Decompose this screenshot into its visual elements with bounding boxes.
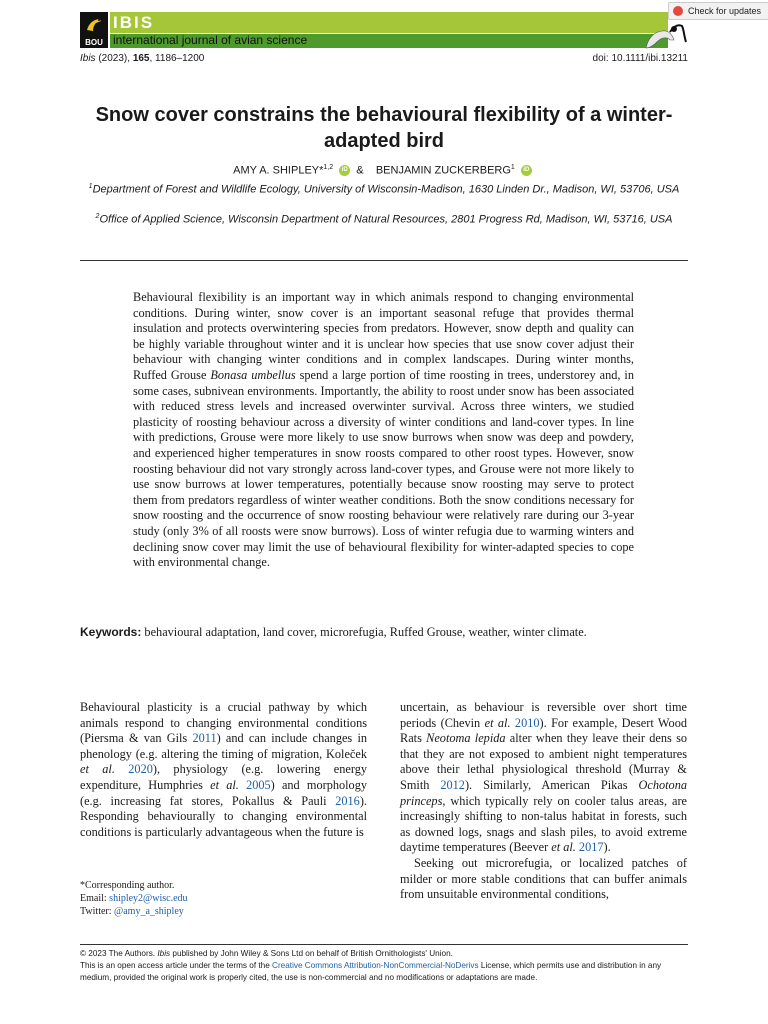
body-text <box>239 778 246 792</box>
check-for-updates-label: Check for updates <box>688 6 762 16</box>
body-text: , which typically rely on cooler talus areas, are increasingly shifting to non-talus habitat in forests, such as downed logs, snags and slash piles, to avoid extreme daytime temperatures (Beever <box>400 793 687 855</box>
journal-subtitle: international journal of avian science <box>113 33 308 47</box>
keywords-text: behavioural adaptation, land cover, microrefugia, Ruffed Grouse, weather, winter climate. <box>141 625 587 639</box>
journal-banner <box>80 12 668 48</box>
body-text: ). Similarly, American Pikas <box>464 777 639 792</box>
body-column-right <box>400 700 687 903</box>
affiliation-1-number: 1 <box>88 183 93 190</box>
body-text: et al. <box>484 715 511 730</box>
abstract <box>133 290 634 571</box>
body-column-left <box>80 700 367 840</box>
bird-logo-icon <box>84 15 104 35</box>
orcid-icon[interactable]: iD <box>339 165 350 176</box>
reference-link[interactable]: 2016 <box>335 793 360 808</box>
body-paragraph <box>80 700 367 840</box>
corresponding-author-label: *Corresponding author. <box>80 880 175 891</box>
keywords-label: Keywords: <box>80 625 142 639</box>
species-name: Neotoma lepida <box>426 731 506 746</box>
author-1: AMY A. SHIPLEY* <box>233 164 324 177</box>
journal-name-bar <box>110 12 668 33</box>
article-title: Snow cover constrains the behavioural flexibility of a winter-adapted bird <box>95 104 673 152</box>
citation-volume: 165 <box>132 53 150 64</box>
abstract-text: spend a large portion of time roosting in trees, understorey and, in some cases, subnivean environments. Importantly, the ability to roost under snow has been associated with reduced stress levels and increased overwinter survival. Across three winters, we studied plasticity of roosting behaviour across a diversity of winter conditions and land-cover types. In line with predictions, Grouse were more likely to use snow burrows when snow was deep and powdery, and experienced higher temperatures in snow roosts compared to other roost types. However, snow roosting behaviour did not vary strongly across land-cover types, and Grouse were not more likely to use snow burrows at lower temperatures, potentially because snow roosting may serve to protect them from predators regardless of winter weather conditions. Both the snow conditions necessary for snow roosting and the occurrence of snow roosting behaviour were relatively rare during our 3-year study (only 3% of all roosts were snow burrows). Loss of winter refugia due to warming winters and declining snow cover may limit the use of behavioural flexibility for winter-adapted species to cope with environmental change. <box>133 367 634 570</box>
update-icon <box>673 6 683 16</box>
reference-link[interactable]: 2012 <box>440 777 465 792</box>
email-line <box>80 892 370 905</box>
citation <box>80 53 204 64</box>
journal-subtitle-bar <box>110 34 668 48</box>
body-text <box>115 762 128 776</box>
journal-name: IBIS <box>113 13 155 32</box>
author-1-affiliation: 1,2 <box>323 164 334 171</box>
keywords <box>80 624 634 640</box>
author-2: BENJAMIN ZUCKERBERG <box>375 164 511 177</box>
copyright-line <box>80 948 688 960</box>
affiliation-2-number: 2 <box>95 213 100 220</box>
license-text: © 2023 The Authors. <box>80 949 158 958</box>
affiliation-2-text: Office of Applied Science, Wisconsin Department of Natural Resources, 2801 Progress Rd, Madison, WI, 53716, USA <box>99 213 673 226</box>
reference-link[interactable]: 2017 <box>578 840 604 855</box>
cc-license-link[interactable]: Creative Commons Attribution-NonCommercial-NoDerivs <box>272 961 479 970</box>
doi-link[interactable]: doi: 10.1111/ibi.13211 <box>592 53 688 64</box>
reference-link[interactable]: 2020 <box>128 762 153 777</box>
ibis-bird-icon <box>640 18 688 54</box>
email-label: Email: <box>80 893 110 904</box>
corresponding-author-footnote <box>80 879 370 918</box>
body-text: alter when they leave their dens so that they are not exposed to ambient night temperatures above their lethal physiological threshold (Murray & Smith <box>400 731 688 792</box>
body-text: ). <box>603 840 611 855</box>
license-block <box>80 948 688 984</box>
body-text: Behavioural plasticity is a crucial pathway by which animals respond to changing environmental conditions (Piersma & van Gils <box>80 700 367 746</box>
body-text: et al. <box>551 840 576 855</box>
body-text: ) and can include changes in phenology (e.g. altering the timing of migration, Koleček <box>80 731 368 761</box>
author-separator: & <box>356 164 364 177</box>
license-text: This is an open access article under the terms of the <box>80 961 273 970</box>
abstract-species: Bonasa umbellus <box>210 367 296 382</box>
bou-logo <box>80 12 108 48</box>
reference-link[interactable]: 2010 <box>514 715 540 730</box>
author-2-affiliation: 1 <box>510 164 515 171</box>
license-line <box>80 960 688 984</box>
species-name: Ochotona princeps <box>400 777 687 808</box>
affiliation-1-text: Department of Forest and Wildlife Ecology, University of Wisconsin-Madison, 1630 Linden Dr., Madison, WI, 53706, USA <box>92 183 680 196</box>
twitter-link[interactable]: @amy_a_shipley <box>114 906 184 917</box>
license-text: License, which permits use and distribution in any medium, provided the original work is properly cited, the use is non-commercial and no modifications or adaptations are made. <box>80 961 662 982</box>
affiliation-2 <box>80 209 688 228</box>
body-text: ), physiology (e.g. lowering energy expenditure, Humphries <box>80 762 368 792</box>
email-link[interactable]: shipley2@wisc.edu <box>109 893 188 904</box>
citation-pages: , 1186–1200 <box>149 53 205 64</box>
body-text: ). For example, Desert Wood Rats <box>400 715 688 746</box>
body-text: ) and morphology (e.g. increasing fat stores, Pokallus & Pauli <box>80 777 367 808</box>
author-line <box>80 164 688 177</box>
body-text: et al. <box>210 777 239 792</box>
abstract-text: Behavioural flexibility is an important way in which animals respond to changing environmental conditions. During winter, snow cover is an important seasonal refuge that provides thermal insulation and protects overwintering species from predators. However, snow depth and quality can be highly variable throughout winter and it is unclear how species that use snow cover adjust their behaviour with changing winter conditions and in complex landscapes. During winter months, Ruffed Grouse <box>133 290 634 382</box>
citation-journal: Ibis <box>80 53 96 64</box>
citation-year: (2023), <box>95 53 133 64</box>
license-text: Ibis <box>157 949 171 958</box>
body-paragraph: Seeking out microrefugia, or localized patches of milder or more stable conditions that can buffer animals from unsuitable environmental conditions, <box>400 855 687 902</box>
affiliation-1 <box>80 179 688 198</box>
reference-link[interactable]: 2005 <box>246 777 271 792</box>
header-divider <box>80 260 688 261</box>
twitter-label: Twitter: <box>80 906 115 917</box>
license-text: published by John Wiley & Sons Ltd on behalf of British Ornithologists' Union. <box>170 949 453 958</box>
body-text: uncertain, as behaviour is reversible over short time periods (Chevin <box>400 700 687 730</box>
body-text: ). Responding behaviourally to changing environmental conditions is particularly advantageous when the future is <box>80 793 367 839</box>
body-paragraph <box>400 700 687 856</box>
footer-divider <box>80 944 688 945</box>
twitter-line <box>80 905 370 918</box>
reference-link[interactable]: 2011 <box>192 731 217 746</box>
bou-logo-text: BOU <box>85 38 103 47</box>
orcid-icon[interactable]: iD <box>521 165 532 176</box>
body-text: et al. <box>80 762 115 777</box>
